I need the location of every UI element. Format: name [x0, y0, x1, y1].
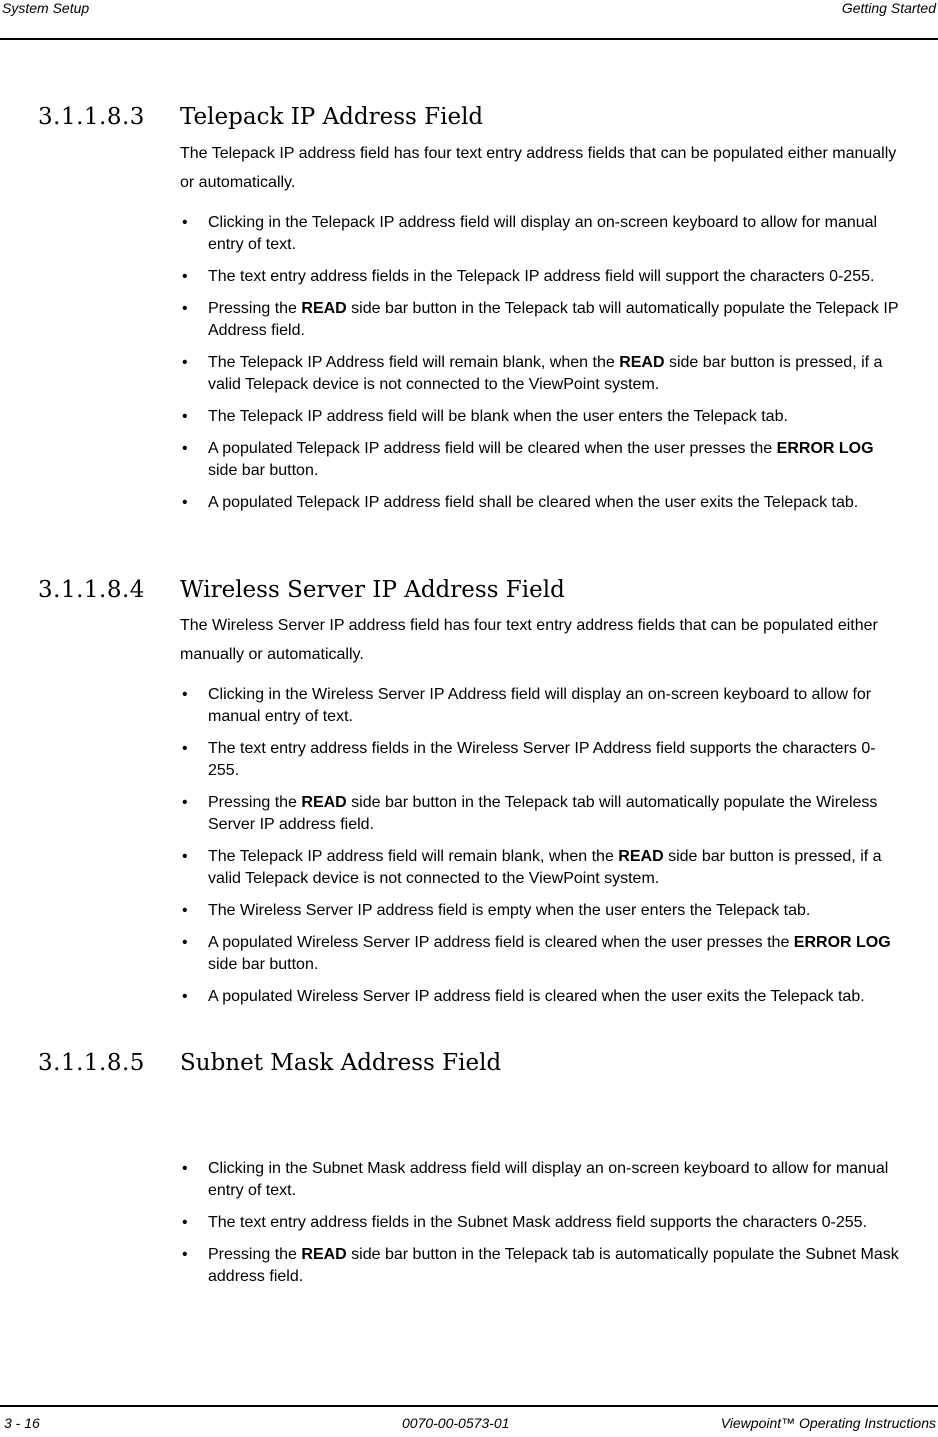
section-title: Wireless Server IP Address Field — [180, 577, 565, 603]
section-title: Subnet Mask Address Field — [180, 1050, 502, 1076]
section-number: 3.1.1.8.4 — [38, 577, 145, 603]
list-item: • A populated Wireless Server IP address field is cleared when the user exits the Telepack tab. — [180, 986, 900, 1008]
list-item: • The text entry address fields in the Wireless Server IP Address field supports the characters 0-255. — [180, 738, 900, 782]
list-item: • Pressing the READ side bar button in the Telepack tab is automatically populate the Subnet Mask address field. — [180, 1244, 900, 1288]
page-header — [0, 0, 938, 40]
list-item: • A populated Wireless Server IP address field is cleared when the user presses the ERROR LOG side bar button. — [180, 932, 900, 976]
section-title: Telepack IP Address Field — [180, 104, 484, 130]
section-intro: The Telepack IP address field has four text entry address fields that can be populated either manually or automatically. — [180, 145, 897, 191]
header-section: Getting Started — [841, 0, 936, 16]
list-item: • The Telepack IP address field will remain blank, when the READ side bar button is pressed, if a valid Telepack device is not connected to the ViewPoint system. — [180, 846, 900, 890]
list-item: • The Telepack IP address field will be blank when the user enters the Telepack tab. — [180, 406, 900, 428]
list-item: • A populated Telepack IP address field will be cleared when the user presses the ERROR LOG side bar button. — [180, 438, 900, 482]
list-item: • The text entry address fields in the Telepack IP address field will support the characters 0-255. — [180, 266, 900, 288]
section-intro: The Wireless Server IP address field has four text entry address fields that can be populated either manually or automatically. — [180, 617, 878, 663]
page-footer — [0, 1405, 938, 1437]
list-item: • The Telepack IP Address field will remain blank, when the READ side bar button is pressed, if a valid Telepack device is not connected to the ViewPoint system. — [180, 352, 900, 396]
header-chapter: System Setup — [2, 0, 90, 16]
list-item: • Clicking in the Wireless Server IP Address field will display an on-screen keyboard to allow for manual entry of text. — [180, 684, 900, 728]
list-item: • Clicking in the Telepack IP address field will display an on-screen keyboard to allow for manual entry of text. — [180, 212, 900, 256]
list-item: • Clicking in the Subnet Mask address field will display an on-screen keyboard to allow for manual entry of text. — [180, 1158, 900, 1202]
list-item: • Pressing the READ side bar button in the Telepack tab will automatically populate the Wireless Server IP address field. — [180, 792, 900, 836]
list-item: • Pressing the READ side bar button in the Telepack tab will automatically populate the Telepack IP Address field. — [180, 298, 900, 342]
bullet-list — [180, 684, 900, 1018]
section-number: 3.1.1.8.5 — [38, 1050, 145, 1076]
bullet-list — [180, 1158, 900, 1298]
doc-number: 0070-00-0573-01 — [402, 1415, 510, 1431]
doc-title: Viewpoint™ Operating Instructions — [720, 1415, 936, 1431]
bullet-list — [180, 212, 900, 524]
page-number: 3 - 16 — [4, 1415, 40, 1431]
list-item: • A populated Telepack IP address field shall be cleared when the user exits the Telepack tab. — [180, 492, 900, 514]
section-number: 3.1.1.8.3 — [38, 104, 145, 130]
list-item: • The text entry address fields in the Subnet Mask address field supports the characters 0-255. — [180, 1212, 900, 1234]
list-item: • The Wireless Server IP address field is empty when the user enters the Telepack tab. — [180, 900, 900, 922]
